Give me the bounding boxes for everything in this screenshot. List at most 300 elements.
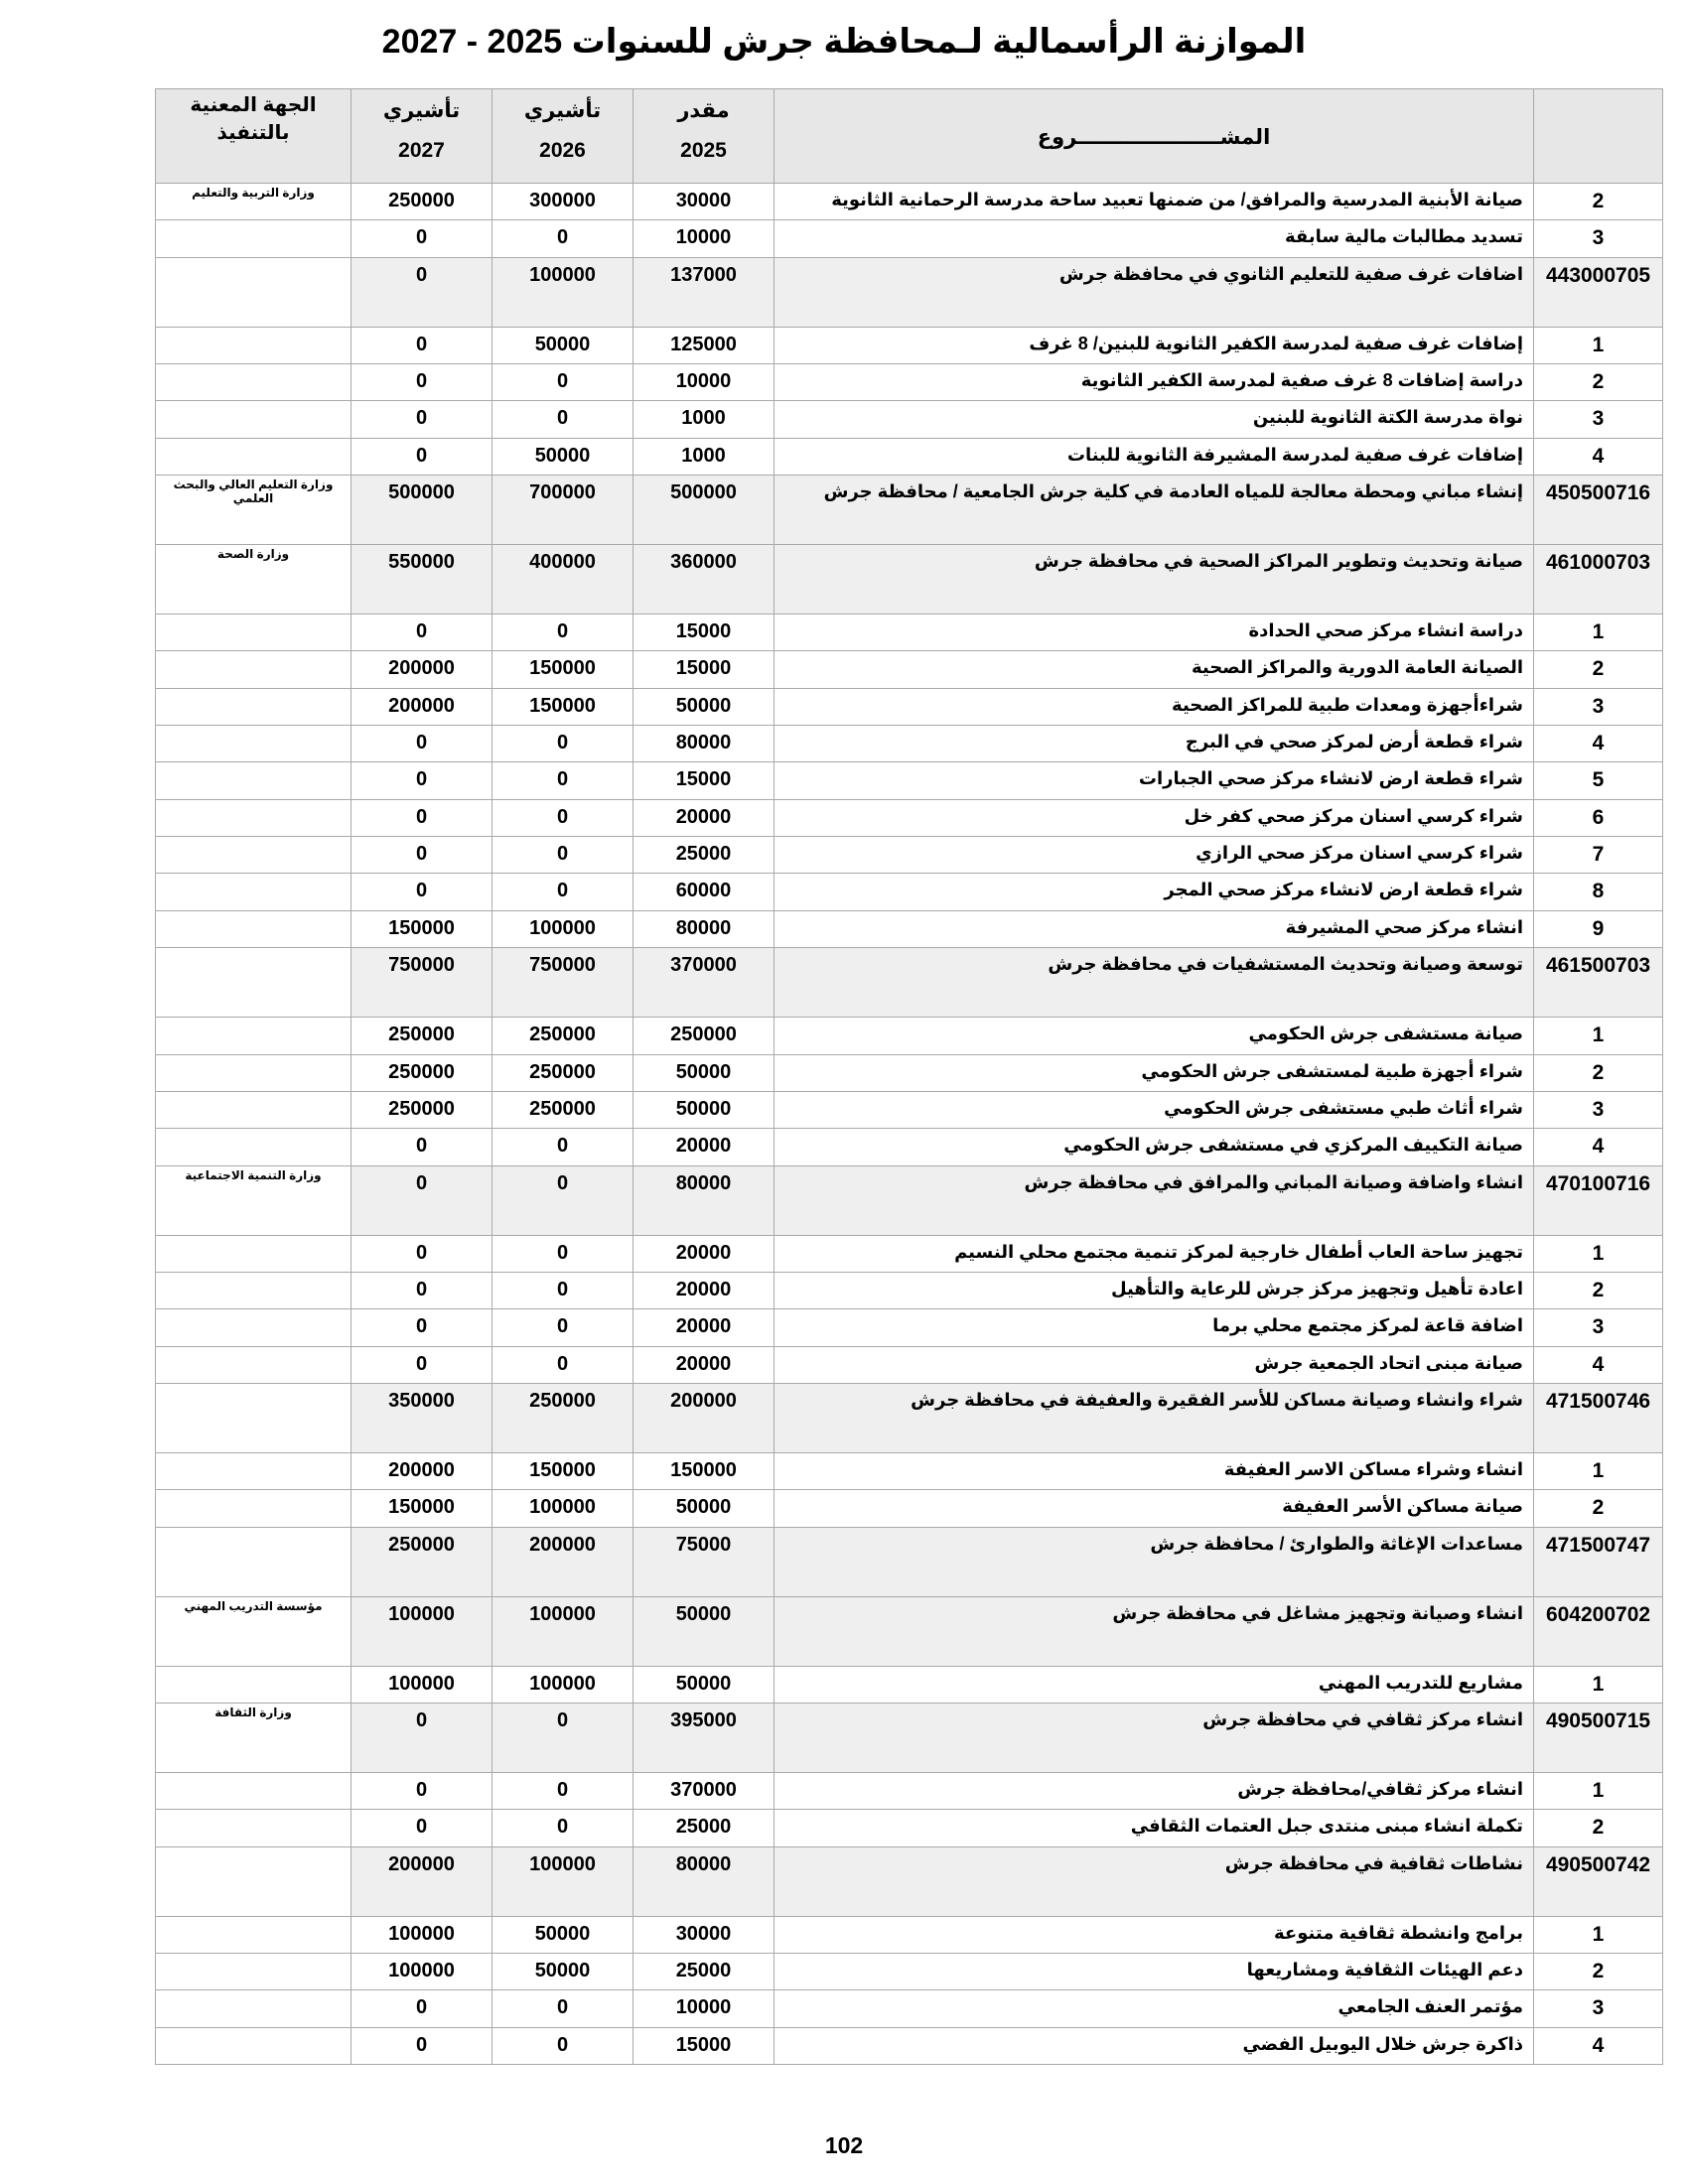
agency-cell xyxy=(156,364,352,401)
value-2027-cell: 0 xyxy=(352,1703,492,1772)
project-cell: دراسة إضافات 8 غرف صفية لمدرسة الكفير الثانوية xyxy=(774,364,1534,401)
agency-cell xyxy=(156,948,352,1018)
agency-cell xyxy=(156,1235,352,1272)
header-agency-line2: بالتنفيذ xyxy=(216,122,290,144)
project-cell: شراء كرسي اسنان مركز صحي الرازي xyxy=(774,837,1534,874)
value-2025-cell: 50000 xyxy=(633,1666,774,1703)
value-2026-cell: 0 xyxy=(492,874,633,910)
value-2026-cell: 0 xyxy=(492,799,633,836)
agency-cell xyxy=(156,651,352,688)
code-cell: 2 xyxy=(1534,1953,1663,1989)
code-cell: 3 xyxy=(1534,1091,1663,1128)
agency-cell xyxy=(156,1018,352,1054)
value-2026-cell: 0 xyxy=(492,1272,633,1308)
project-cell: شراء قطعة ارض لانشاء مركز صحي الجبارات xyxy=(774,762,1534,799)
project-cell: صيانة مستشفى جرش الحكومي xyxy=(774,1018,1534,1054)
project-cell: تكملة انشاء مبنى منتدى جبل العتمات الثقافي xyxy=(774,1810,1534,1846)
value-2026-cell: 0 xyxy=(492,837,633,874)
value-2026-cell: 250000 xyxy=(492,1091,633,1128)
header-2026 xyxy=(492,89,633,184)
value-2027-cell: 150000 xyxy=(352,1490,492,1527)
table-row xyxy=(156,401,1663,438)
value-2025-cell: 50000 xyxy=(633,1054,774,1091)
value-2026-cell: 0 xyxy=(492,1165,633,1235)
code-cell: 1 xyxy=(1534,1916,1663,1953)
code-cell: 2 xyxy=(1534,1810,1663,1846)
budget-table xyxy=(155,88,1663,2065)
project-cell: تسديد مطالبات مالية سابقة xyxy=(774,220,1534,257)
value-2027-cell: 0 xyxy=(352,614,492,651)
value-2025-cell: 370000 xyxy=(633,1772,774,1809)
table-row xyxy=(156,184,1663,220)
code-cell: 3 xyxy=(1534,688,1663,725)
value-2026-cell: 300000 xyxy=(492,184,633,220)
value-2027-cell: 100000 xyxy=(352,1953,492,1989)
table-row xyxy=(156,364,1663,401)
agency-cell xyxy=(156,614,352,651)
value-2025-cell: 125000 xyxy=(633,327,774,363)
value-2025-cell: 10000 xyxy=(633,220,774,257)
value-2026-cell: 100000 xyxy=(492,1596,633,1666)
project-cell: صيانة وتحديث وتطوير المراكز الصحية في محافظة جرش xyxy=(774,545,1534,614)
project-cell: اضافات غرف صفية للتعليم الثانوي في محافظة جرش xyxy=(774,257,1534,327)
table-row xyxy=(156,1235,1663,1272)
code-cell: 2 xyxy=(1534,184,1663,220)
code-cell: 1 xyxy=(1534,1666,1663,1703)
table-row xyxy=(156,1596,1663,1666)
value-2025-cell: 30000 xyxy=(633,184,774,220)
value-2026-cell: 250000 xyxy=(492,1383,633,1452)
value-2026-cell: 0 xyxy=(492,364,633,401)
table-row xyxy=(156,762,1663,799)
value-2027-cell: 550000 xyxy=(352,545,492,614)
project-cell: انشاء وشراء مساكن الاسر العفيفة xyxy=(774,1452,1534,1489)
value-2025-cell: 80000 xyxy=(633,1846,774,1916)
table-row xyxy=(156,1091,1663,1128)
table-row xyxy=(156,726,1663,762)
code-cell: 6 xyxy=(1534,799,1663,836)
code-cell: 3 xyxy=(1534,401,1663,438)
agency-cell xyxy=(156,1916,352,1953)
value-2027-cell: 250000 xyxy=(352,184,492,220)
project-cell: توسعة وصيانة وتحديث المستشفيات في محافظة جرش xyxy=(774,948,1534,1018)
table-row xyxy=(156,1054,1663,1091)
table-row xyxy=(156,1309,1663,1346)
table-row xyxy=(156,1272,1663,1308)
value-2027-cell: 200000 xyxy=(352,651,492,688)
project-cell: صيانة الأبنية المدرسية والمرافق/ من ضمنها تعبيد ساحة مدرسة الرحمانية الثانوية xyxy=(774,184,1534,220)
code-cell: 4 xyxy=(1534,726,1663,762)
code-cell: 1 xyxy=(1534,327,1663,363)
code-cell: 4 xyxy=(1534,1129,1663,1165)
value-2026-cell: 0 xyxy=(492,220,633,257)
code-cell: 8 xyxy=(1534,874,1663,910)
value-2026-cell: 200000 xyxy=(492,1527,633,1596)
table-row xyxy=(156,438,1663,475)
value-2026-cell: 0 xyxy=(492,1703,633,1772)
code-cell: 7 xyxy=(1534,837,1663,874)
table-row xyxy=(156,327,1663,363)
value-2026-cell: 400000 xyxy=(492,545,633,614)
agency-cell xyxy=(156,1527,352,1596)
project-cell: شراء أثاث طبي مستشفى جرش الحكومي xyxy=(774,1091,1534,1128)
code-cell: 4 xyxy=(1534,2027,1663,2064)
table-row xyxy=(156,1810,1663,1846)
agency-cell xyxy=(156,1846,352,1916)
table-row xyxy=(156,1666,1663,1703)
value-2026-cell: 100000 xyxy=(492,910,633,947)
code-cell: 3 xyxy=(1534,220,1663,257)
value-2025-cell: 15000 xyxy=(633,651,774,688)
table-row xyxy=(156,476,1663,545)
project-cell: صيانة التكييف المركزي في مستشفى جرش الحكومي xyxy=(774,1129,1534,1165)
agency-cell xyxy=(156,438,352,475)
value-2027-cell: 0 xyxy=(352,837,492,874)
code-cell: 2 xyxy=(1534,1272,1663,1308)
value-2027-cell: 0 xyxy=(352,726,492,762)
code-cell: 5 xyxy=(1534,762,1663,799)
project-cell: شراء كرسي اسنان مركز صحي كفر خل xyxy=(774,799,1534,836)
value-2027-cell: 200000 xyxy=(352,688,492,725)
value-2027-cell: 0 xyxy=(352,401,492,438)
value-2025-cell: 500000 xyxy=(633,476,774,545)
value-2025-cell: 25000 xyxy=(633,1953,774,1989)
agency-cell xyxy=(156,726,352,762)
code-cell: 461500703 xyxy=(1534,948,1663,1018)
value-2025-cell: 80000 xyxy=(633,910,774,947)
value-2026-cell: 0 xyxy=(492,1309,633,1346)
value-2025-cell: 75000 xyxy=(633,1527,774,1596)
project-cell: دراسة انشاء مركز صحي الحدادة xyxy=(774,614,1534,651)
value-2025-cell: 1000 xyxy=(633,438,774,475)
value-2027-cell: 0 xyxy=(352,1272,492,1308)
value-2026-cell: 0 xyxy=(492,2027,633,2064)
value-2027-cell: 750000 xyxy=(352,948,492,1018)
value-2026-cell: 50000 xyxy=(492,1953,633,1989)
agency-cell: وزارة التنمية الاجتماعية xyxy=(156,1165,352,1235)
value-2025-cell: 20000 xyxy=(633,1129,774,1165)
agency-cell xyxy=(156,1346,352,1383)
value-2026-cell: 0 xyxy=(492,1772,633,1809)
header-2025 xyxy=(633,89,774,184)
code-cell: 443000705 xyxy=(1534,257,1663,327)
table-header-row xyxy=(156,89,1663,184)
agency-cell xyxy=(156,1490,352,1527)
table-row xyxy=(156,1990,1663,2027)
project-cell: صيانة مبنى اتحاد الجمعية جرش xyxy=(774,1346,1534,1383)
header-2026-year: 2026 xyxy=(539,139,586,162)
agency-cell xyxy=(156,1091,352,1128)
agency-cell xyxy=(156,1054,352,1091)
project-cell: برامج وانشطة ثقافية متنوعة xyxy=(774,1916,1534,1953)
value-2027-cell: 200000 xyxy=(352,1452,492,1489)
agency-cell: وزارة الثقافة xyxy=(156,1703,352,1772)
code-cell: 490500715 xyxy=(1534,1703,1663,1772)
value-2026-cell: 0 xyxy=(492,614,633,651)
table-row xyxy=(156,688,1663,725)
table-row xyxy=(156,1490,1663,1527)
table-row xyxy=(156,614,1663,651)
code-cell: 3 xyxy=(1534,1309,1663,1346)
value-2027-cell: 0 xyxy=(352,1772,492,1809)
value-2027-cell: 250000 xyxy=(352,1091,492,1128)
code-cell: 3 xyxy=(1534,1990,1663,2027)
value-2026-cell: 50000 xyxy=(492,1916,633,1953)
agency-cell: وزارة التعليم العالي والبحث العلمي xyxy=(156,476,352,545)
project-cell: ذاكرة جرش خلال اليوبيل الفضي xyxy=(774,2027,1534,2064)
project-cell: اعادة تأهيل وتجهيز مركز جرش للرعاية والتأهيل xyxy=(774,1272,1534,1308)
code-cell: 471500746 xyxy=(1534,1383,1663,1452)
value-2027-cell: 100000 xyxy=(352,1916,492,1953)
value-2026-cell: 100000 xyxy=(492,1846,633,1916)
value-2027-cell: 0 xyxy=(352,1309,492,1346)
table-row xyxy=(156,874,1663,910)
agency-cell xyxy=(156,1953,352,1989)
value-2025-cell: 200000 xyxy=(633,1383,774,1452)
table-row xyxy=(156,1129,1663,1165)
value-2025-cell: 10000 xyxy=(633,1990,774,2027)
table-row xyxy=(156,651,1663,688)
project-cell: نواة مدرسة الكتة الثانوية للبنين xyxy=(774,401,1534,438)
code-cell: 2 xyxy=(1534,1054,1663,1091)
table-row xyxy=(156,2027,1663,2064)
value-2025-cell: 25000 xyxy=(633,837,774,874)
table-row xyxy=(156,1165,1663,1235)
table-body xyxy=(156,184,1663,2065)
project-cell: انشاء مركز صحي المشيرفة xyxy=(774,910,1534,947)
agency-cell: مؤسسة التدريب المهني xyxy=(156,1596,352,1666)
code-cell: 2 xyxy=(1534,651,1663,688)
value-2027-cell: 0 xyxy=(352,874,492,910)
table-row xyxy=(156,948,1663,1018)
value-2026-cell: 150000 xyxy=(492,688,633,725)
value-2026-cell: 700000 xyxy=(492,476,633,545)
value-2027-cell: 0 xyxy=(352,1346,492,1383)
code-cell: 1 xyxy=(1534,614,1663,651)
project-cell: شراء وانشاء وصيانة مساكن للأسر الفقيرة والعفيفة في محافظة جرش xyxy=(774,1383,1534,1452)
agency-cell xyxy=(156,1666,352,1703)
value-2025-cell: 370000 xyxy=(633,948,774,1018)
table-row xyxy=(156,220,1663,257)
agency-cell: وزارة التربية والتعليم xyxy=(156,184,352,220)
project-cell: شراءأجهزة ومعدات طبية للمراكز الصحية xyxy=(774,688,1534,725)
agency-cell xyxy=(156,1129,352,1165)
table-row xyxy=(156,1383,1663,1452)
header-code xyxy=(1534,89,1663,184)
project-cell: انشاء واضافة وصيانة المباني والمرافق في محافظة جرش xyxy=(774,1165,1534,1235)
table-row xyxy=(156,1346,1663,1383)
agency-cell xyxy=(156,1383,352,1452)
code-cell: 471500747 xyxy=(1534,1527,1663,1596)
table-row xyxy=(156,1018,1663,1054)
project-cell: انشاء مركز ثقافي/محافظة جرش xyxy=(774,1772,1534,1809)
value-2026-cell: 50000 xyxy=(492,327,633,363)
agency-cell xyxy=(156,837,352,874)
value-2027-cell: 250000 xyxy=(352,1527,492,1596)
table-row xyxy=(156,1916,1663,1953)
value-2027-cell: 0 xyxy=(352,327,492,363)
agency-cell xyxy=(156,220,352,257)
value-2025-cell: 395000 xyxy=(633,1703,774,1772)
agency-cell xyxy=(156,910,352,947)
value-2026-cell: 150000 xyxy=(492,1452,633,1489)
code-cell: 1 xyxy=(1534,1235,1663,1272)
value-2026-cell: 100000 xyxy=(492,1490,633,1527)
agency-cell xyxy=(156,799,352,836)
value-2025-cell: 15000 xyxy=(633,614,774,651)
header-agency xyxy=(156,89,352,184)
table-row xyxy=(156,1846,1663,1916)
code-cell: 2 xyxy=(1534,364,1663,401)
header-2027-year: 2027 xyxy=(398,139,445,162)
project-cell: مساعدات الإغاثة والطوارئ / محافظة جرش xyxy=(774,1527,1534,1596)
agency-cell xyxy=(156,401,352,438)
value-2025-cell: 20000 xyxy=(633,1346,774,1383)
table-row xyxy=(156,1452,1663,1489)
value-2027-cell: 0 xyxy=(352,1235,492,1272)
project-cell: اضافة قاعة لمركز مجتمع محلي برما xyxy=(774,1309,1534,1346)
value-2026-cell: 750000 xyxy=(492,948,633,1018)
value-2026-cell: 50000 xyxy=(492,438,633,475)
project-cell: الصيانة العامة الدورية والمراكز الصحية xyxy=(774,651,1534,688)
header-project xyxy=(774,89,1534,184)
value-2025-cell: 50000 xyxy=(633,1091,774,1128)
value-2027-cell: 0 xyxy=(352,762,492,799)
value-2026-cell: 150000 xyxy=(492,651,633,688)
value-2025-cell: 60000 xyxy=(633,874,774,910)
code-cell: 490500742 xyxy=(1534,1846,1663,1916)
table-row xyxy=(156,1527,1663,1596)
code-cell: 1 xyxy=(1534,1772,1663,1809)
value-2025-cell: 10000 xyxy=(633,364,774,401)
code-cell: 461000703 xyxy=(1534,545,1663,614)
value-2027-cell: 0 xyxy=(352,1990,492,2027)
agency-cell xyxy=(156,257,352,327)
value-2027-cell: 0 xyxy=(352,799,492,836)
code-cell: 1 xyxy=(1534,1018,1663,1054)
value-2025-cell: 137000 xyxy=(633,257,774,327)
table-row xyxy=(156,545,1663,614)
value-2026-cell: 0 xyxy=(492,1810,633,1846)
agency-cell xyxy=(156,762,352,799)
value-2026-cell: 100000 xyxy=(492,1666,633,1703)
value-2025-cell: 20000 xyxy=(633,799,774,836)
value-2027-cell: 100000 xyxy=(352,1596,492,1666)
value-2025-cell: 20000 xyxy=(633,1309,774,1346)
project-cell: صيانة مساكن الأسر العفيفة xyxy=(774,1490,1534,1527)
value-2027-cell: 0 xyxy=(352,2027,492,2064)
project-cell: شراء قطعة أرض لمركز صحي في البرج xyxy=(774,726,1534,762)
project-cell: إضافات غرف صفية لمدرسة الكفير الثانوية للبنين/ 8 غرف xyxy=(774,327,1534,363)
value-2025-cell: 20000 xyxy=(633,1235,774,1272)
value-2026-cell: 100000 xyxy=(492,257,633,327)
agency-cell xyxy=(156,1309,352,1346)
table-row xyxy=(156,910,1663,947)
value-2025-cell: 1000 xyxy=(633,401,774,438)
value-2025-cell: 50000 xyxy=(633,1596,774,1666)
value-2026-cell: 0 xyxy=(492,401,633,438)
project-cell: انشاء مركز ثقافي في محافظة جرش xyxy=(774,1703,1534,1772)
code-cell: 604200702 xyxy=(1534,1596,1663,1666)
value-2025-cell: 80000 xyxy=(633,726,774,762)
agency-cell xyxy=(156,1772,352,1809)
value-2026-cell: 0 xyxy=(492,1129,633,1165)
value-2027-cell: 0 xyxy=(352,257,492,327)
table-row xyxy=(156,257,1663,327)
project-cell: شراء قطعة ارض لانشاء مركز صحي المجر xyxy=(774,874,1534,910)
value-2026-cell: 0 xyxy=(492,762,633,799)
value-2027-cell: 250000 xyxy=(352,1018,492,1054)
value-2027-cell: 100000 xyxy=(352,1666,492,1703)
value-2026-cell: 0 xyxy=(492,1346,633,1383)
value-2027-cell: 350000 xyxy=(352,1383,492,1452)
value-2025-cell: 80000 xyxy=(633,1165,774,1235)
project-cell: مؤتمر العنف الجامعي xyxy=(774,1990,1534,2027)
table-row xyxy=(156,799,1663,836)
code-cell: 470100716 xyxy=(1534,1165,1663,1235)
value-2025-cell: 20000 xyxy=(633,1272,774,1308)
header-2027 xyxy=(352,89,492,184)
page-title: الموازنة الرأسمالية لـمحافظة جرش للسنوات 2025 - 2027 xyxy=(381,23,1307,61)
agency-cell: وزارة الصحة xyxy=(156,545,352,614)
value-2027-cell: 0 xyxy=(352,1129,492,1165)
value-2025-cell: 150000 xyxy=(633,1452,774,1489)
project-cell: دعم الهيئات الثقافية ومشاريعها xyxy=(774,1953,1534,1989)
agency-cell xyxy=(156,874,352,910)
value-2027-cell: 0 xyxy=(352,220,492,257)
value-2027-cell: 0 xyxy=(352,364,492,401)
value-2027-cell: 0 xyxy=(352,1165,492,1235)
project-cell: شراء أجهزة طبية لمستشفى جرش الحكومي xyxy=(774,1054,1534,1091)
agency-cell xyxy=(156,688,352,725)
agency-cell xyxy=(156,1272,352,1308)
table-row xyxy=(156,1953,1663,1989)
table-row xyxy=(156,837,1663,874)
project-cell: مشاريع للتدريب المهني xyxy=(774,1666,1534,1703)
value-2025-cell: 50000 xyxy=(633,688,774,725)
project-cell: نشاطات ثقافية في محافظة جرش xyxy=(774,1846,1534,1916)
value-2027-cell: 150000 xyxy=(352,910,492,947)
page-number: 102 xyxy=(824,2132,864,2158)
value-2026-cell: 0 xyxy=(492,1235,633,1272)
agency-cell xyxy=(156,1452,352,1489)
header-2025-label: مقدر xyxy=(677,99,730,122)
value-2027-cell: 0 xyxy=(352,438,492,475)
value-2025-cell: 25000 xyxy=(633,1810,774,1846)
agency-cell xyxy=(156,1990,352,2027)
value-2025-cell: 15000 xyxy=(633,2027,774,2064)
code-cell: 4 xyxy=(1534,1346,1663,1383)
code-cell: 450500716 xyxy=(1534,476,1663,545)
header-2025-year: 2025 xyxy=(680,139,727,162)
code-cell: 9 xyxy=(1534,910,1663,947)
value-2025-cell: 250000 xyxy=(633,1018,774,1054)
table-row xyxy=(156,1772,1663,1809)
code-cell: 1 xyxy=(1534,1452,1663,1489)
agency-cell xyxy=(156,2027,352,2064)
value-2027-cell: 0 xyxy=(352,1810,492,1846)
project-cell: إنشاء مباني ومحطة معالجة للمياه العادمة في كلية جرش الجامعية / محافظة جرش xyxy=(774,476,1534,545)
value-2026-cell: 0 xyxy=(492,1990,633,2027)
value-2026-cell: 250000 xyxy=(492,1054,633,1091)
agency-cell xyxy=(156,327,352,363)
project-cell: إضافات غرف صفية لمدرسة المشيرفة الثانوية للبنات xyxy=(774,438,1534,475)
value-2026-cell: 0 xyxy=(492,726,633,762)
project-cell: انشاء وصيانة وتجهيز مشاغل في محافظة جرش xyxy=(774,1596,1534,1666)
value-2026-cell: 250000 xyxy=(492,1018,633,1054)
value-2027-cell: 200000 xyxy=(352,1846,492,1916)
value-2027-cell: 250000 xyxy=(352,1054,492,1091)
